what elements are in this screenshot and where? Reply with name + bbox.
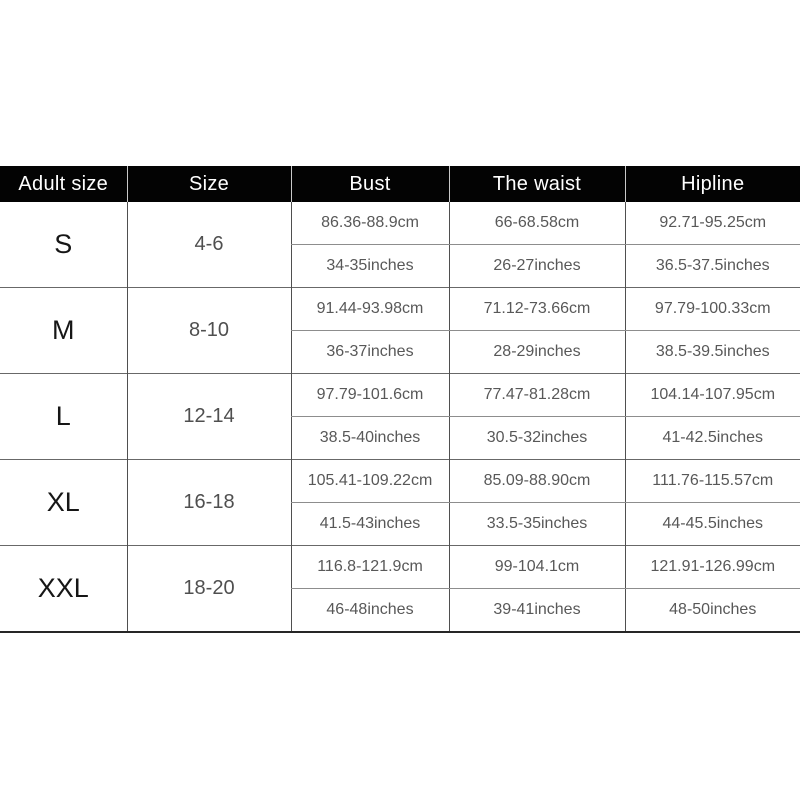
- waist-inches-cell: 28-29inches: [449, 331, 625, 374]
- waist-cm-cell: 77.47-81.28cm: [449, 374, 625, 417]
- hipline-cm-cell: 92.71-95.25cm: [625, 202, 800, 245]
- size-range-cell: 18-20: [127, 546, 291, 633]
- column-header-bust: Bust: [291, 166, 449, 202]
- bust-inches-cell: 41.5-43inches: [291, 503, 449, 546]
- size-label-cell: M: [0, 288, 127, 374]
- bust-cm-cell: 116.8-121.9cm: [291, 546, 449, 589]
- waist-inches-cell: 39-41inches: [449, 589, 625, 633]
- column-header-adult-size: Adult size: [0, 166, 127, 202]
- size-range-cell: 4-6: [127, 202, 291, 288]
- size-chart-table: [0, 166, 800, 633]
- hipline-inches-cell: 48-50inches: [625, 589, 800, 633]
- size-range-cell: 8-10: [127, 288, 291, 374]
- column-header-size: Size: [127, 166, 291, 202]
- bust-inches-cell: 38.5-40inches: [291, 417, 449, 460]
- table-row-m-cm: [0, 288, 800, 331]
- size-label-cell: XL: [0, 460, 127, 546]
- hipline-inches-cell: 38.5-39.5inches: [625, 331, 800, 374]
- table-row-xxl-cm: [0, 546, 800, 589]
- bust-cm-cell: 105.41-109.22cm: [291, 460, 449, 503]
- size-label-cell: S: [0, 202, 127, 288]
- bust-cm-cell: 86.36-88.9cm: [291, 202, 449, 245]
- waist-cm-cell: 66-68.58cm: [449, 202, 625, 245]
- waist-cm-cell: 99-104.1cm: [449, 546, 625, 589]
- waist-inches-cell: 26-27inches: [449, 245, 625, 288]
- hipline-inches-cell: 41-42.5inches: [625, 417, 800, 460]
- bust-inches-cell: 34-35inches: [291, 245, 449, 288]
- table-row-s-cm: [0, 202, 800, 245]
- column-header-waist: The waist: [449, 166, 625, 202]
- table-body: [0, 202, 800, 632]
- header-row: [0, 166, 800, 202]
- table-row-l-cm: [0, 374, 800, 417]
- waist-inches-cell: 33.5-35inches: [449, 503, 625, 546]
- size-label-cell: L: [0, 374, 127, 460]
- bust-cm-cell: 91.44-93.98cm: [291, 288, 449, 331]
- hipline-cm-cell: 104.14-107.95cm: [625, 374, 800, 417]
- size-range-cell: 16-18: [127, 460, 291, 546]
- waist-inches-cell: 30.5-32inches: [449, 417, 625, 460]
- bust-inches-cell: 46-48inches: [291, 589, 449, 633]
- table-header: [0, 166, 800, 202]
- hipline-cm-cell: 121.91-126.99cm: [625, 546, 800, 589]
- table-row-xl-cm: [0, 460, 800, 503]
- hipline-inches-cell: 36.5-37.5inches: [625, 245, 800, 288]
- waist-cm-cell: 71.12-73.66cm: [449, 288, 625, 331]
- waist-cm-cell: 85.09-88.90cm: [449, 460, 625, 503]
- hipline-cm-cell: 97.79-100.33cm: [625, 288, 800, 331]
- bust-inches-cell: 36-37inches: [291, 331, 449, 374]
- size-label-cell: XXL: [0, 546, 127, 633]
- bust-cm-cell: 97.79-101.6cm: [291, 374, 449, 417]
- hipline-cm-cell: 111.76-115.57cm: [625, 460, 800, 503]
- hipline-inches-cell: 44-45.5inches: [625, 503, 800, 546]
- size-range-cell: 12-14: [127, 374, 291, 460]
- column-header-hipline: Hipline: [625, 166, 800, 202]
